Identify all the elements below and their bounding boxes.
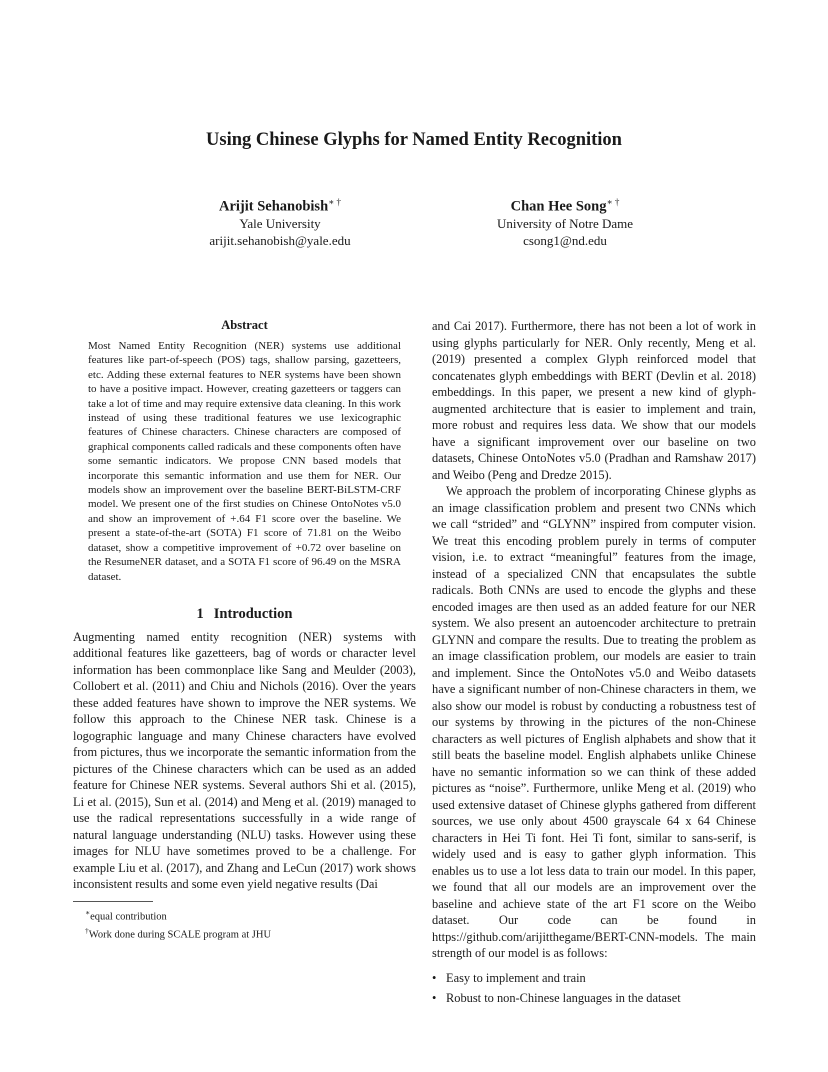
intro-paragraph: and Cai 2017). Furthermore, there has not been a lot of work in using glyphs particularly for NER. Only recently, Meng et al. (2019) presented a complex Glyph reinforced model that concatenates glyph embeddings with BERT (Devlin et al. 2018) embeddings. In this paper, we present a new kind of glyph-augmented architecture that is easier to implement and train, more robust and requires less data. We show that our models have a significant improvement over our baseline on two datasets, Chinese OntoNotes v5.0 (Pradhan and Ramshaw 2017) and Weibo (Peng and Dredze 2015). [432, 319, 756, 482]
footnote-text: Work done during SCALE program at JHU [88, 929, 272, 941]
paper-title: Using Chinese Glyphs for Named Entity Recognition [206, 130, 622, 150]
section-title: Introduction [213, 605, 293, 622]
author-block-2 [435, 194, 695, 249]
section-heading [73, 606, 416, 623]
left-column [73, 318, 416, 943]
footnote-mark: † [85, 926, 89, 936]
footnote [85, 924, 416, 943]
footnote-divider [73, 901, 153, 902]
author-block-1 [150, 194, 410, 249]
author-name: Chan Hee Song [510, 198, 607, 215]
list-item: • Easy to implement and train [432, 968, 756, 988]
abstract-text: Most Named Entity Recognition (NER) systems use additional features like part-of-speech (POS) tags, shallow parsing, gazetteers, etc. Adding these external features to NER systems have been shown to have a positive impact. However, creating gazetteers or taggers can take a lot of time and may require extensive data cleaning. In this work instead of using these traditional features we use lexicographic features of Chinese characters. Chinese characters are composed of graphical components called radicals and these components often have some semantic indicators. We propose CNN based models that incorporate this semantic information and use them for NER. Our models show an improvement over the baseline BERT-BiLSTM-CRF model. We present one of the first studies on Chinese OntoNotes v5.0 and show an improvement of +.64 F1 score over the baseline. We present a state-of-the-art (SOTA) F1 score of 71.81 on the Weibo dataset, show a competitive improvement of +0.72 over baseline on the ResumeNER dataset, and a SOTA F1 score of 96.49 on the MSRA dataset. [88, 340, 401, 583]
footnote-text: equal contribution [90, 911, 167, 923]
author-name: Arijit Sehanobish [218, 198, 329, 215]
author-affiliation: Yale University [239, 216, 321, 232]
abstract-heading: Abstract [221, 318, 268, 332]
right-column [432, 318, 756, 1008]
author-email: csong1@nd.edu [523, 233, 607, 249]
footnote [85, 906, 416, 925]
author-email: arijit.sehanobish@yale.edu [209, 233, 351, 249]
footnote-mark: ∗ [85, 907, 91, 917]
section-number: 1 [196, 605, 204, 622]
author-marks: ∗ † [606, 197, 620, 207]
author-marks: ∗ † [328, 197, 342, 207]
intro-paragraph: Augmenting named entity recognition (NER) systems with additional features like gazetteers, bag of words or character level information has been commonplace like Sang and Meulder (2003), Collobert et al. (2011) and Chiu and Nichols (2016). Over the years these added features have shown to improve the NER systems. We follow this approach to the Chinese NER task. Chinese is a logographic language and many Chinese characters have evolved from pictures, thus we incorporate the semantic information from the pictures of the Chinese characters which can be used as an added feature for Chinese NER systems. Several authors Shi et al. (2015), Li et al. (2015), Sun et al. (2014) and Meng et al. (2019) managed to use the radical representations successfully in a wide range of natural language understanding (NLU) tasks. However using these images for NLU have sometimes proved to be a challenge. For example Liu et al. (2017), and Zhang and LeCun (2017) work shows inconsistent results and some even yield negative results (Dai [73, 629, 416, 892]
strengths-list [432, 968, 756, 1008]
author-affiliation: University of Notre Dame [496, 216, 634, 232]
list-item: • Robust to non-Chinese languages in the dataset [432, 988, 756, 1008]
intro-paragraph: We approach the problem of incorporating Chinese glyphs as an image classification problem and present two CNNs which we call “strided” and “GLYNN” inspired from computer vision. We treat this encoding problem purely in terms of computer vision, i.e. to extract “meaningful” features from the image, instead of a specialized CNN that encapsulates the subtle radicals. Both CNNs are used to encode the glyphs and these encoded images are then used as an added feature for our NER system. We also present an autoencoder architecture to pretrain GLYNN and compare the results. Due to treating the problem as an image classification problem, our models are easier to train and implement. Since the OntoNotes v5.0 and Weibo datasets have a significant number of non-Chinese characters in them, we also show our model is robust by conducting a robustness test of our systems by throwing in the pictures of the non-Chinese characters as well pictures of English alphabets and show that it still beats the baseline model. English alphabets unlike Chinese have no semantic information so we can think of these added pictures as “noise”. Furthermore, unlike Meng et al. (2019) who used extensive dataset of Chinese glyphs gathered from different sources, we use only about 4500 grayscale 64 x 64 Chinese characters in Hei Ti font. Hei Ti font, similar to sans-serif, is widely used and is easy to gather glyph information. This enables us to use a lot less data to train our model. In this paper, we found that all our models are an improvement over the baseline and achieve state of the art F1 score on the Weibo dataset. Our code can be found in https://github.com/arijitthegame/BERT-CNN-models. The main strength of our model is as follows: [432, 484, 756, 960]
